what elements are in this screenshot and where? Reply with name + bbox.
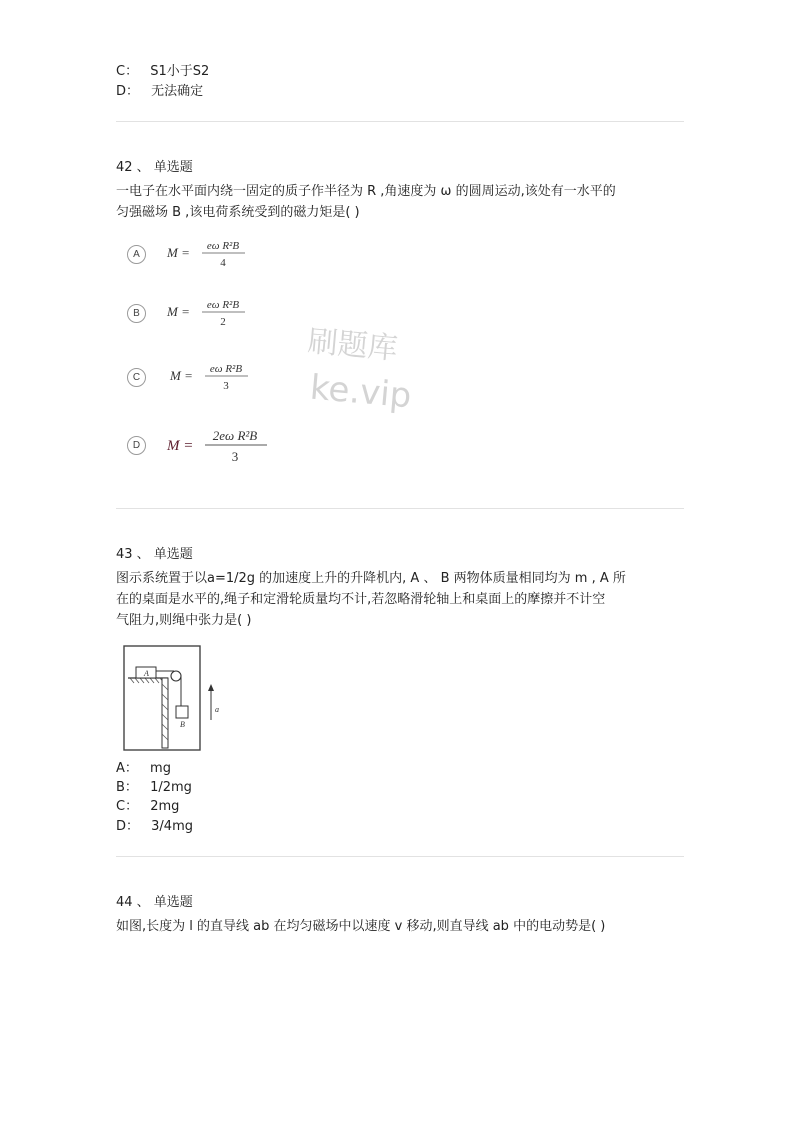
formula-numerator: eω R²B <box>206 240 240 252</box>
option-text: 1/2mg <box>150 780 192 795</box>
option-text: S1小于S2 <box>150 64 210 79</box>
formula-denominator: 2 <box>220 316 226 328</box>
formula-denominator: 4 <box>220 257 226 269</box>
question-stem-line: 匀强磁场 B ,该电荷系统受到的磁力矩是( ) <box>116 205 360 220</box>
option-a-radio[interactable]: A <box>127 245 146 264</box>
option-text: 无法确定 <box>151 84 204 99</box>
option-d-radio[interactable]: D <box>127 436 146 455</box>
divider <box>116 856 684 857</box>
option-d[interactable] <box>116 817 193 837</box>
formula-denominator: 3 <box>231 449 239 461</box>
formula-numerator: 2eω R²B <box>212 428 258 443</box>
formula-denominator: 3 <box>223 380 229 392</box>
option-label: C： <box>116 799 139 814</box>
question-header: 44 、 单选题 <box>116 895 193 910</box>
formula-lhs: M = <box>167 245 190 260</box>
option-text: 2mg <box>150 799 180 814</box>
formula-c <box>168 359 268 395</box>
formula-a <box>165 236 265 272</box>
block-a-label: A <box>144 669 149 678</box>
question-stem-line: 如图,长度为 l 的直导线 ab 在均匀磁场中以速度 v 移动,则直导线 ab 中的电动势是( ) <box>116 919 606 934</box>
option-c[interactable] <box>116 797 179 817</box>
formula-b <box>165 295 265 331</box>
option-text: mg <box>150 761 171 776</box>
question-header: 43 、 单选题 <box>116 547 193 562</box>
option-text: 3/4mg <box>151 819 193 834</box>
option-label: A： <box>116 761 138 776</box>
elevator-figure <box>118 644 226 756</box>
question-stem-line: 一电子在水平面内绕一固定的质子作半径为 R ,角速度为 ω 的圆周运动,该处有一水平的 <box>116 184 616 199</box>
option-d[interactable] <box>116 82 203 102</box>
option-label: B： <box>116 780 138 795</box>
divider <box>116 508 684 509</box>
formula-numerator: eω R²B <box>206 299 240 311</box>
option-a[interactable] <box>116 759 171 779</box>
question-stem-line: 在的桌面是水平的,绳子和定滑轮质量均不计,若忽略滑轮轴上和桌面上的摩擦并不计空 <box>116 592 606 607</box>
question-header: 42 、 单选题 <box>116 160 193 175</box>
option-label: C： <box>116 64 139 79</box>
formula-lhs: M = <box>170 368 193 383</box>
formula-numerator: eω R²B <box>209 363 243 375</box>
watermark-line2: ke.vip <box>308 367 413 417</box>
divider <box>116 121 684 122</box>
formula-lhs: M = <box>167 438 194 454</box>
block-b-label: B <box>180 720 185 729</box>
formula-d <box>165 425 280 461</box>
watermark-line1: 刷题库 <box>306 324 400 367</box>
question-stem-line: 图示系统置于以a=1/2g 的加速度上升的升降机内, A 、 B 两物体质量相同均为 m , A 所 <box>116 571 626 586</box>
option-c[interactable] <box>116 62 209 82</box>
option-c-radio[interactable]: C <box>127 368 146 387</box>
option-label: D： <box>116 819 140 834</box>
option-label: D： <box>116 84 140 99</box>
option-b-radio[interactable]: B <box>127 304 146 323</box>
formula-lhs: M = <box>167 304 190 319</box>
question-stem-line: 气阻力,则绳中张力是( ) <box>116 613 252 628</box>
accel-label: a <box>215 705 219 714</box>
option-b[interactable] <box>116 778 192 798</box>
